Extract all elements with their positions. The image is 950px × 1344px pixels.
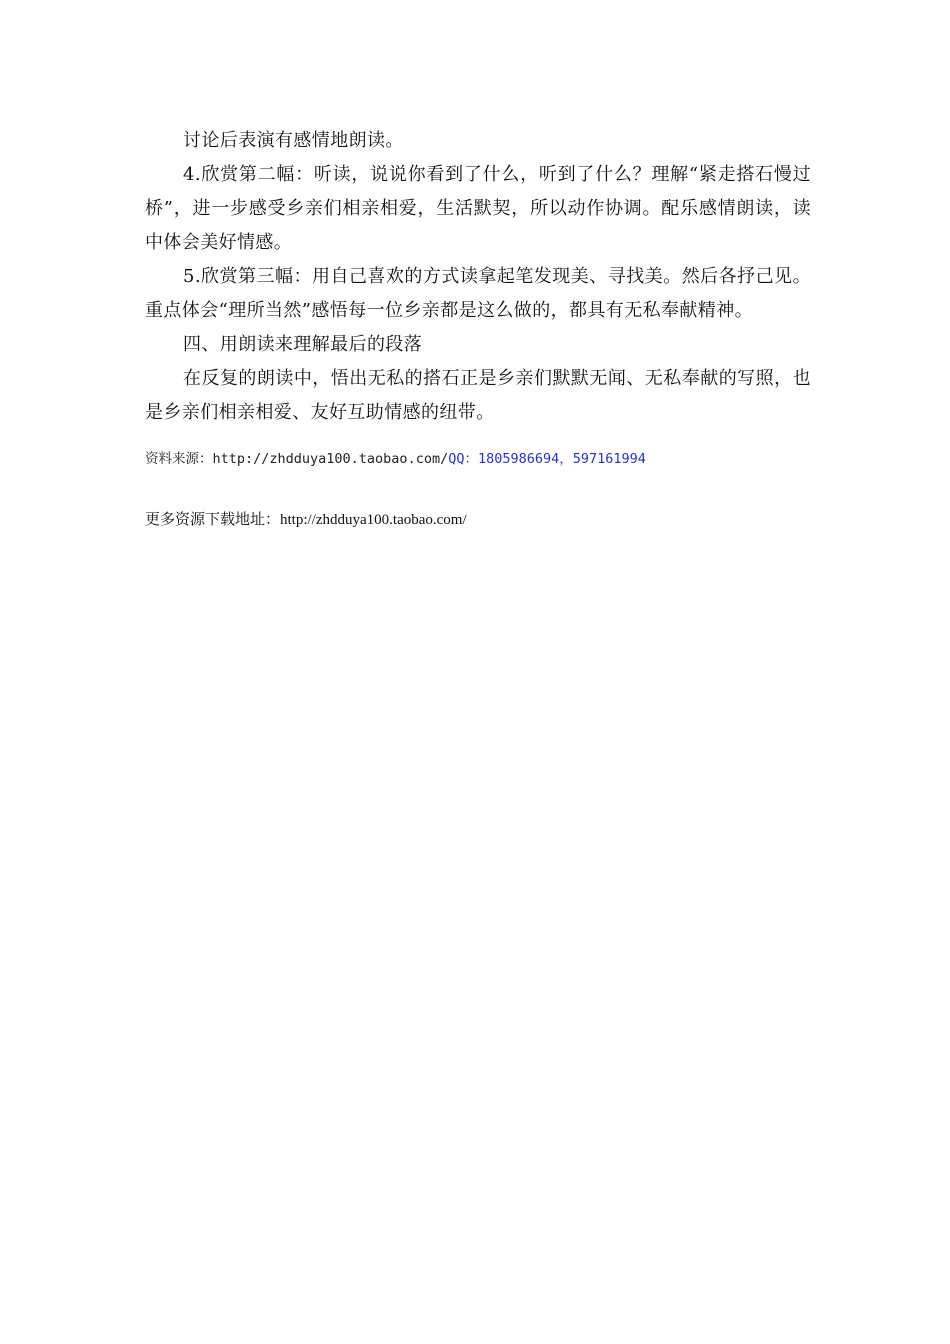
source-url-link[interactable]: http://zhdduya100.taobao.com/ [212, 451, 449, 467]
more-resources-link[interactable]: 更多资源下载地址：http://zhdduya100.taobao.com/ [145, 512, 467, 528]
source-label: 资料来源： [145, 451, 213, 467]
source-info [145, 448, 646, 470]
paragraph-conclusion: 在反复的朗读中，悟出无私的搭石正是乡亲们默默无闻、无私奉献的写照，也是乡亲们相亲相爱、友好互助情感的纽带。 [145, 368, 811, 423]
document-body [145, 124, 811, 430]
paragraph-step-5: 5.欣赏第三幅：用自己喜欢的方式读拿起笔发现美、寻找美。然后各抒己见。重点体会“理所当然”感悟每一位乡亲都是这么做的，都具有无私奉献精神。 [145, 266, 811, 321]
paragraph-step-4: 4.欣赏第二幅：听读，说说你看到了什么，听到了什么？理解“紧走搭石慢过桥”，进一步感受乡亲们相亲相爱，生活默契，所以动作协调。配乐感情朗读，读中体会美好情感。 [145, 164, 811, 253]
paragraph-reading-discussion: 讨论后表演有感情地朗读。 [183, 130, 404, 151]
qq-contact: QQ：1805986694，597161994 [448, 451, 646, 467]
section-heading-4: 四、用朗读来理解最后的段落 [183, 334, 423, 355]
